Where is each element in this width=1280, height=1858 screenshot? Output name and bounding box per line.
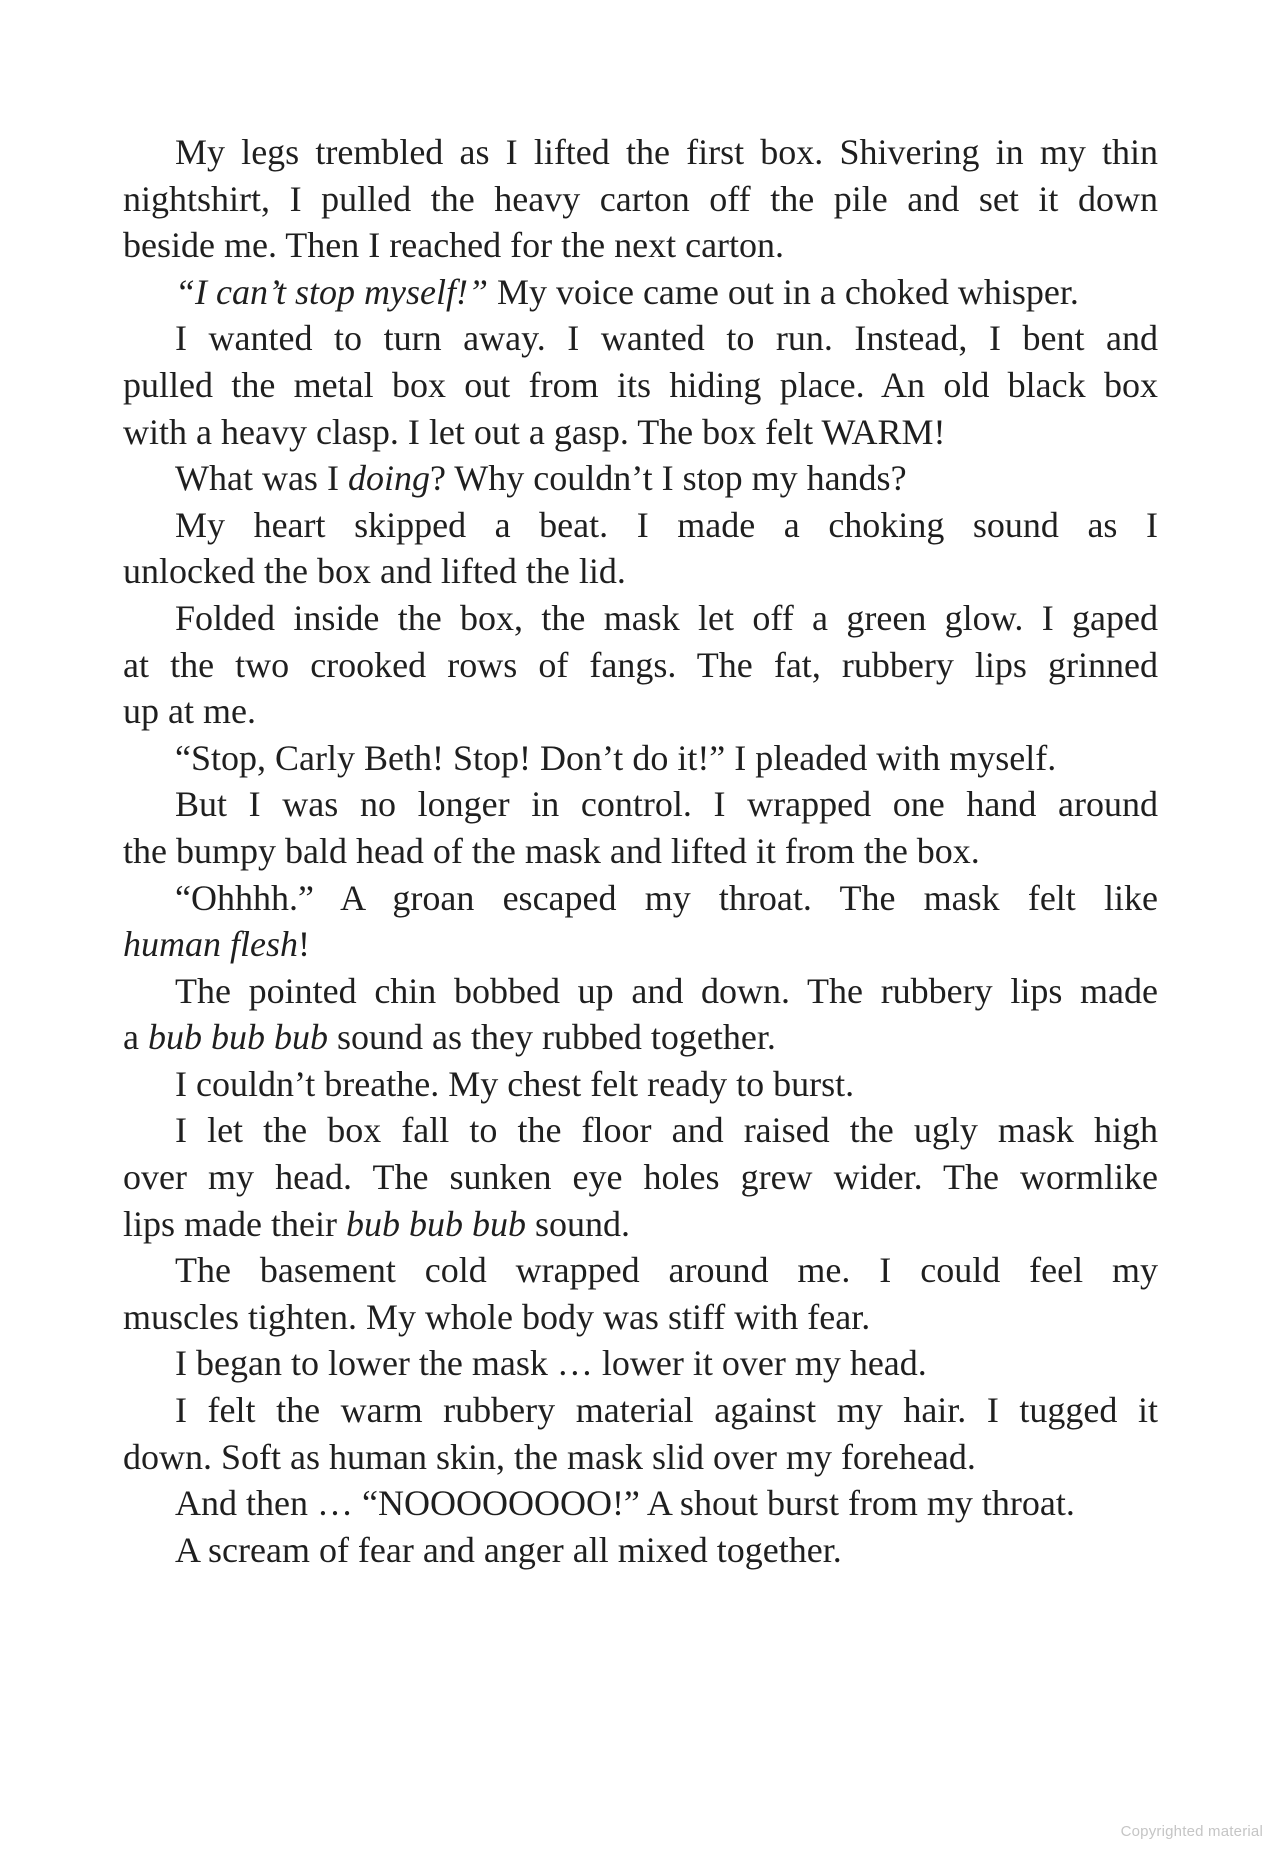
- text-line: [123, 362, 1158, 409]
- text-line: [123, 129, 1158, 176]
- text-line: [123, 968, 1158, 1015]
- text-line: [123, 921, 1158, 968]
- text-line: [123, 1387, 1158, 1434]
- text-segment: I couldn’t breathe. My chest felt ready to burst.: [175, 1063, 855, 1104]
- text-line: [123, 502, 1158, 549]
- text-line: [123, 595, 1158, 642]
- text-segment: A scream of fear and anger all mixed together.: [175, 1529, 842, 1570]
- text-segment: lips made their: [123, 1203, 346, 1244]
- text-segment: My voice came out in a choked whisper.: [487, 271, 1079, 312]
- text-segment: I let the box fall to the floor and raised the ugly mask high: [175, 1110, 1158, 1151]
- text-segment: the bumpy bald head of the mask and lifted it from the box.: [123, 830, 980, 871]
- text-line: [123, 1434, 1158, 1481]
- text-segment: muscles tighten. My whole body was stiff with fear.: [123, 1296, 871, 1337]
- text-segment: The pointed chin bobbed up and down. The rubbery lips made: [175, 970, 1158, 1011]
- text-segment: And then … “NOOOOOOOO!” A shout burst from my throat.: [175, 1483, 1075, 1524]
- text-segment: nightshirt, I pulled the heavy carton off the pile and set it down: [123, 178, 1158, 219]
- text-segment: with a heavy clasp. I let out a gasp. The box felt WARM!: [123, 411, 946, 452]
- text-segment: My heart skipped a beat. I made a choking sound as I: [175, 504, 1158, 545]
- copyright-watermark: Copyrighted material: [1120, 1823, 1263, 1840]
- text-line: [123, 828, 1158, 875]
- text-segment: down. Soft as human skin, the mask slid over my forehead.: [123, 1436, 976, 1477]
- italic-text-segment: doing: [347, 458, 430, 499]
- text-segment: beside me. Then I reached for the next carton.: [123, 225, 785, 266]
- text-line: [123, 1201, 1158, 1248]
- text-segment: “Ohhhh.” A groan escaped my throat. The mask felt like: [175, 877, 1158, 918]
- text-segment: up at me.: [123, 691, 256, 732]
- text-line: [123, 269, 1158, 316]
- text-line: [123, 1014, 1158, 1061]
- text-line: [123, 1527, 1158, 1574]
- text-line: [123, 642, 1158, 689]
- text-line: [123, 176, 1158, 223]
- text-line: [123, 548, 1158, 595]
- text-segment: ? Why couldn’t I stop my hands?: [429, 458, 907, 499]
- text-line: [123, 409, 1158, 456]
- text-line: [123, 455, 1158, 502]
- page-text: [123, 129, 1158, 1573]
- text-segment: “Stop, Carly Beth! Stop! Don’t do it!” I pleaded with myself.: [175, 737, 1057, 778]
- text-line: [123, 1294, 1158, 1341]
- text-line: [123, 1340, 1158, 1387]
- italic-text-segment: bub bub bub: [345, 1203, 526, 1244]
- text-segment: I began to lower the mask … lower it over my head.: [175, 1343, 927, 1384]
- text-line: [123, 222, 1158, 269]
- text-segment: The basement cold wrapped around me. I could feel my: [175, 1250, 1158, 1291]
- text-line: [123, 688, 1158, 735]
- text-line: [123, 1154, 1158, 1201]
- text-line: [123, 1107, 1158, 1154]
- text-segment: But I was no longer in control. I wrapped one hand around: [175, 784, 1158, 825]
- text-segment: I felt the warm rubbery material against my hair. I tugged it: [175, 1390, 1158, 1431]
- text-line: [123, 735, 1158, 782]
- text-segment: I wanted to turn away. I wanted to run. Instead, I bent and: [175, 318, 1158, 359]
- text-segment: What was I: [175, 458, 348, 499]
- text-segment: My legs trembled as I lifted the first box. Shivering in my thin: [175, 132, 1158, 172]
- text-segment: sound.: [525, 1203, 630, 1244]
- italic-text-segment: “I can’t stop myself!”: [175, 271, 488, 312]
- text-segment: Folded inside the box, the mask let off a green glow. I gaped: [175, 597, 1158, 638]
- text-line: [123, 315, 1158, 362]
- text-segment: pulled the metal box out from its hiding place. An old black box: [123, 364, 1158, 405]
- text-segment: a: [123, 1017, 148, 1058]
- text-segment: unlocked the box and lifted the lid.: [123, 551, 626, 592]
- text-segment: over my head. The sunken eye holes grew wider. The wormlike: [123, 1157, 1158, 1198]
- text-line: [123, 1247, 1158, 1294]
- text-line: [123, 875, 1158, 922]
- text-line: [123, 1061, 1158, 1108]
- italic-text-segment: human flesh: [123, 924, 298, 965]
- text-segment: at the two crooked rows of fangs. The fat, rubbery lips grinned: [123, 644, 1158, 685]
- text-line: [123, 1480, 1158, 1527]
- text-line: [123, 781, 1158, 828]
- text-segment: sound as they rubbed together.: [327, 1017, 776, 1058]
- italic-text-segment: bub bub bub: [147, 1017, 328, 1058]
- text-segment: !: [298, 924, 310, 965]
